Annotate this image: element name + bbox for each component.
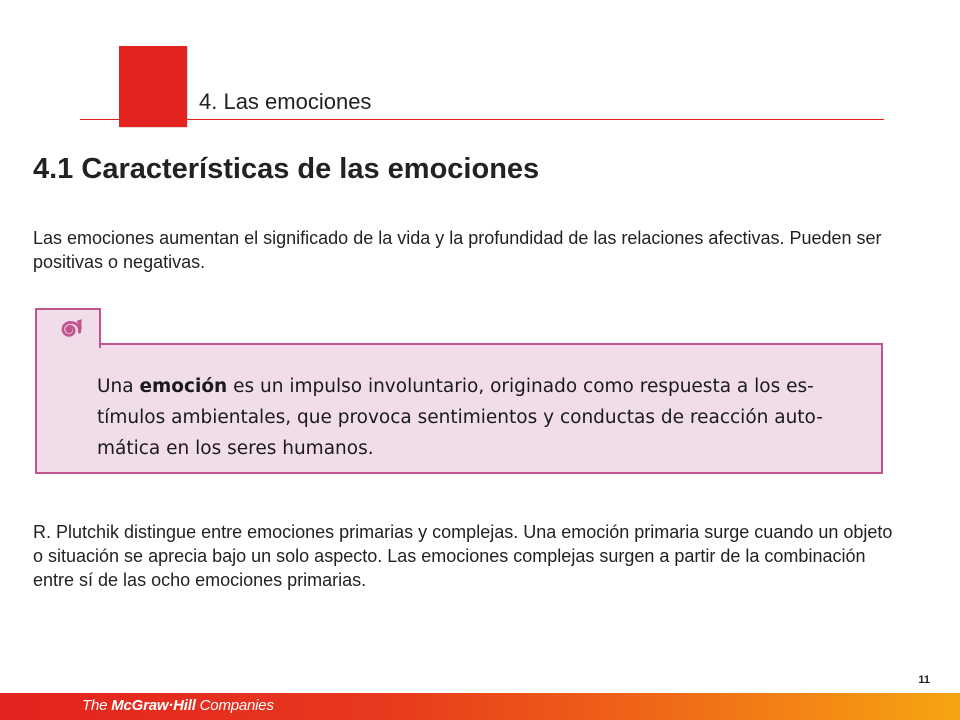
definition-line-2: tímulos ambientales, que provoca sentimientos y conductas de reacción auto- [97,407,823,428]
definition-box [35,343,883,474]
definition-line-3: mática en los seres humanos. [97,438,374,459]
definition-prefix: Una [97,376,140,397]
page-number: 11 [918,674,930,686]
definition-term: emoción [139,376,228,397]
page-title: 4.1 Características de las emociones [33,153,540,185]
section-marker [119,46,187,127]
logo-the: The [82,697,112,714]
body-paragraph: R. Plutchik distingue entre emociones primarias y complejas. Una emoción primaria surge cuando un objeto o situación se aprecia bajo un solo aspecto. Las emociones complejas surgen a partir de la combinación entre sí de las ocho emociones primarias. [33,522,893,590]
definition-line-1: es un impulso involuntario, originado como respuesta a los es- [227,376,814,397]
footer-bar [0,693,960,720]
logo-companies: Companies [195,697,274,714]
logo-brand: McGraw·Hill [111,697,196,714]
intro-paragraph: Las emociones aumentan el significado de la vida y la profundidad de las relaciones afectivas. Pueden ser positivas o negativas. [33,228,882,272]
spiral-icon [47,313,91,347]
section-title: 4. Las emociones [199,89,372,114]
definition-tab [35,308,101,348]
definition-text [97,371,867,464]
publisher-logo [82,697,274,714]
header-divider [80,119,884,120]
